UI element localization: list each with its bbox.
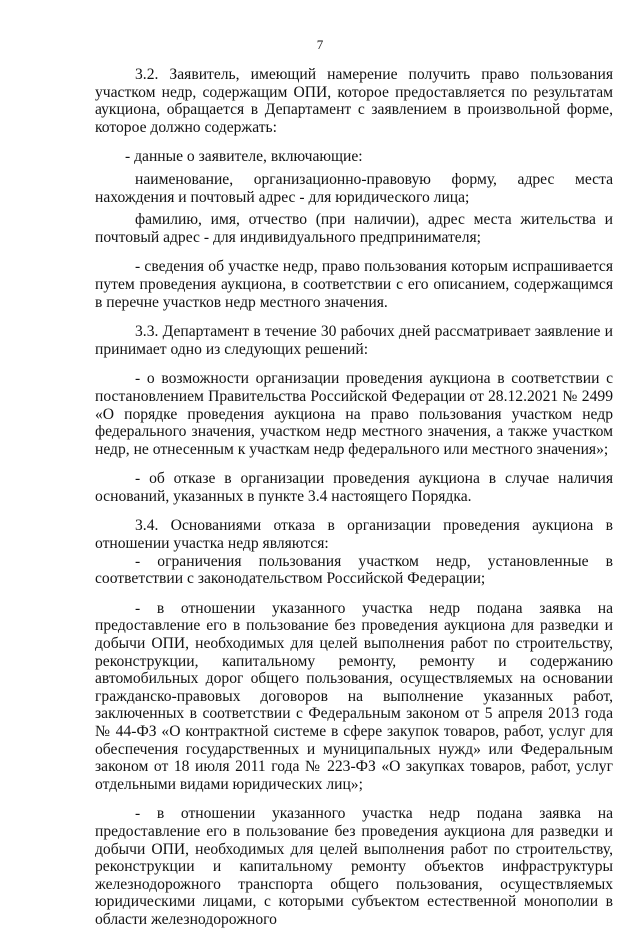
paragraph-3-2: 3.2. Заявитель, имеющий намерение получить право пользования участком недр, содержащим ОПИ, которое предоставляется по результатам аукциона, обращается в Департамент с заявлением в произвольной форме, которое должно содержать: [95, 66, 613, 136]
paragraph-applicant-data-heading: - данные о заявителе, включающие: [125, 148, 363, 166]
paragraph-decision-refusal: - об отказе в организации проведения аукциона в случае наличия оснований, указанных в пункте 3.4 настоящего Порядка. [95, 470, 613, 505]
page-number: 7 [316, 37, 324, 52]
paragraph-ground-railway: - в отношении указанного участка недр подана заявка на предоставление его в пользование без проведения аукциона для разведки и добычи ОПИ, необходимых для целей выполнения работ по строительству, реконструкции и капитальному ремонту объектов инфраструктуры железнодорожного транспорта общего пользования, осуществляемых юридическими лицами, с которыми субъектом естественной монополии в области железнодорожного [95, 805, 613, 928]
paragraph-3-3: 3.3. Департамент в течение 30 рабочих дней рассматривает заявление и принимает одно из следующих решений: [95, 323, 613, 358]
paragraph-entrepreneur-data: фамилию, имя, отчество (при наличии), адрес места жительства и почтовый адрес - для индивидуального предпринимателя; [95, 211, 613, 246]
paragraph-legal-entity-data: наименование, организационно-правовую форму, адрес места нахождения и почтовый адрес - для юридического лица; [95, 170, 613, 206]
paragraph-subsoil-plot-info: - сведения об участке недр, право пользования которым испрашивается путем проведения аукциона, в соответствии с его описанием, содержащимся в перечне участков недр местного значения. [95, 258, 613, 311]
paragraph-ground-roads: - в отношении указанного участка недр подана заявка на предоставление его в пользование без проведения аукциона для разведки и добычи ОПИ, необходимых для целей выполнения работ по строительству, реконструкции, капитальному ремонту, ремонту и содержанию автомобильных дорог общего пользования, осуществляемых на основании гражданско-правовых договоров на выполнение указанных работ, заключенных в соответствии с Федеральным законом от 5 апреля 2013 года № 44-ФЗ «О контрактной системе в сфере закупок товаров, работ, услуг для обеспечения государственных и муниципальных нужд» или Федеральным законом от 18 июля 2011 года № 223-ФЗ «О закупках товаров, работ, услуг отдельными видами юридических лиц»; [95, 599, 613, 793]
document-body [95, 66, 613, 929]
paragraph-3-4: 3.4. Основаниями отказа в организации проведения аукциона в отношении участка недр являются: [95, 517, 613, 553]
paragraph-ground-restrictions: - ограничения пользования участком недр, установленные в соответствии с законодательством Российской Федерации; [95, 552, 613, 588]
paragraph-decision-possible: - о возможности организации проведения аукциона в соответствии с постановлением Правительства Российской Федерации от 28.12.2021 № 2499 «О порядке проведения аукциона на право пользования участком недр федерального значения, участком недр местного значения, а также участком недр, не отнесенным к участкам недр федерального или местного значения»; [95, 370, 613, 458]
